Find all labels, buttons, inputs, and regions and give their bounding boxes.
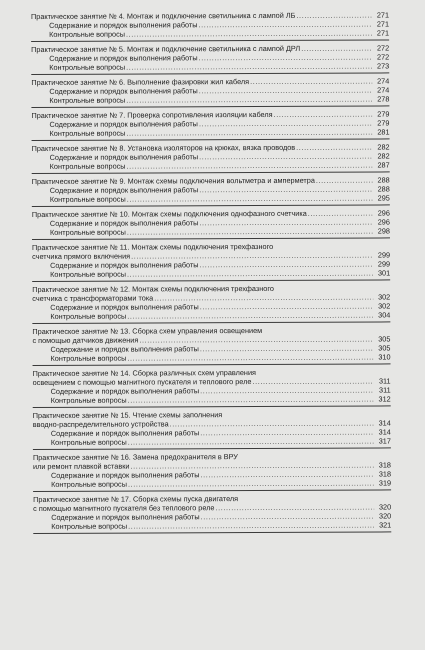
toc-entry (31, 109, 389, 141)
toc-subentry (33, 394, 391, 405)
toc-page-number: 314 (378, 418, 391, 428)
toc-subentry (31, 61, 389, 72)
toc-title-text: освещением с помощью магнитного пускателя и теплового реле (32, 377, 252, 387)
toc-entry (33, 451, 391, 492)
toc-subentry-label: Содержание и порядок выполнения работы (49, 53, 198, 63)
toc-page-number: 279 (377, 109, 390, 119)
toc-subentry (32, 160, 390, 171)
toc-subentry (32, 310, 390, 321)
toc-page-number: 272 (376, 52, 390, 62)
toc-subentry-label: Контрольные вопросы (51, 479, 127, 489)
dot-leader (127, 194, 373, 204)
toc-entry (32, 175, 390, 207)
toc-page-number: 310 (378, 352, 391, 362)
toc-title-text: Практическое занятие № 17. Сборка схемы пуска двигателя (33, 494, 239, 504)
dot-leader (126, 95, 372, 105)
toc-page-number: 304 (378, 310, 391, 320)
toc-page-number: 319 (378, 478, 392, 488)
toc-subentry-label: Контрольные вопросы (50, 269, 127, 279)
toc-page-number: 317 (378, 436, 391, 446)
toc-title-text: Практическое занятие № 8. Установка изоляторов на крюках, вязка проводов (31, 142, 296, 153)
toc-page-number: 295 (377, 193, 390, 203)
dot-leader (128, 395, 374, 405)
toc-page-number: 296 (377, 217, 390, 227)
toc-subentry-label: Содержание и порядок выполнения работы (50, 344, 199, 354)
toc-page-number: 271 (376, 19, 390, 29)
toc-title-text: Практическое занятие № 6. Выполнение фазировки жил кабеля (31, 77, 250, 87)
toc-subentry (33, 478, 391, 489)
toc-subentry (31, 94, 389, 105)
toc-page-number: 314 (378, 427, 391, 437)
toc-subentry-label: Контрольные вопросы (51, 521, 128, 531)
toc-title-text: Практическое занятие № 10. Монтаж схемы подключения однофазного счетчика (31, 208, 307, 219)
toc-title-text: с помощью датчиков движения (32, 335, 139, 345)
toc-entry (33, 409, 391, 450)
toc-subentry-label: Содержание и порядок выполнения работы (50, 386, 200, 396)
toc-entry (32, 241, 390, 282)
dot-leader (127, 269, 373, 279)
dot-leader (128, 479, 374, 489)
toc-entry (31, 76, 389, 108)
toc-title-text: с помощью магнитного пускателя без теплового реле (33, 503, 215, 513)
toc-page-number: 278 (377, 94, 390, 104)
toc-page-number: 299 (377, 250, 391, 260)
toc-page-number: 320 (378, 502, 392, 512)
toc-subentry-label: Контрольные вопросы (50, 353, 127, 363)
toc-entry (32, 283, 390, 324)
toc-entry (31, 10, 389, 42)
toc-subentry-label: Контрольные вопросы (49, 161, 126, 171)
dot-leader (126, 62, 372, 72)
toc-page-number: 288 (377, 175, 390, 185)
toc-page-number: 272 (376, 43, 390, 53)
toc-title-text: Практическое занятие № 13. Сборка схем управления освещением (32, 325, 263, 336)
toc-entry (33, 367, 391, 408)
toc-subentry-label: Контрольные вопросы (50, 395, 127, 405)
toc-subentry (32, 127, 390, 138)
toc-title-text: Практическое занятие № 16. Замена предохранителя в ВРУ (32, 452, 238, 462)
toc-subentry (32, 352, 390, 363)
toc-subentry-label: Содержание и порядок выполнения работы (51, 512, 200, 522)
table-of-contents (31, 10, 391, 537)
toc-page-number: 282 (377, 151, 390, 161)
toc-page-number: 298 (377, 226, 390, 236)
dot-leader (296, 143, 372, 152)
toc-page-number: 301 (377, 268, 391, 278)
toc-entry (32, 208, 390, 240)
toc-page-number: 279 (377, 118, 390, 128)
toc-subentry-label: Контрольные вопросы (49, 95, 126, 105)
toc-page-number: 311 (378, 376, 391, 386)
toc-page-number: 318 (378, 460, 391, 470)
toc-subentry-label: Содержание и порядок выполнения работы (49, 185, 199, 195)
toc-title-text: или ремонт плавкой вставки (32, 461, 130, 471)
toc-page-number: 299 (377, 259, 391, 269)
toc-page-number: 320 (378, 511, 392, 521)
dot-leader (126, 29, 372, 39)
dot-leader (127, 311, 373, 321)
toc-subentry-label: Содержание и порядок выполнения работы (50, 260, 199, 270)
toc-page-number: 274 (377, 85, 390, 95)
toc-title-text: Практическое занятие № 7. Проверка сопротивления изоляции кабеля (31, 109, 273, 120)
toc-title-text: Практическое занятие № 12. Монтаж схемы подключения трехфазного (32, 283, 274, 294)
toc-page-number: 273 (377, 61, 390, 71)
toc-subentry (32, 193, 390, 204)
toc-subentry-label: Содержание и порядок выполнения работы (49, 218, 199, 228)
toc-title-text: вводно-распределительного устройства (32, 419, 169, 429)
toc-page-number: 305 (378, 334, 391, 344)
toc-entry (31, 43, 389, 75)
toc-page-number: 302 (378, 301, 391, 311)
toc-subentry-label: Содержание и порядок выполнения работы (50, 428, 200, 438)
toc-subentry-label: Содержание и порядок выполнения работы (51, 470, 200, 480)
toc-subentry-label: Контрольные вопросы (50, 437, 127, 447)
dot-leader (126, 128, 372, 138)
toc-title-text: Практическое занятие № 4. Монтаж и подключение светильника с лампой ЛБ (31, 10, 296, 21)
dot-leader (301, 44, 372, 53)
toc-page-number: 271 (376, 28, 390, 38)
toc-subentry-label: Контрольные вопросы (49, 62, 126, 72)
toc-subentry-label: Контрольные вопросы (49, 194, 126, 204)
toc-title-text: счетчика прямого включения (32, 251, 131, 261)
toc-title-text: Практическое занятие № 11. Монтаж схемы подключения трехфазного (32, 241, 274, 252)
dot-leader (296, 11, 372, 20)
dot-leader (308, 209, 373, 218)
toc-subentry-label: Контрольные вопросы (49, 227, 126, 237)
toc-subentry-label: Содержание и порядок выполнения работы (49, 86, 198, 96)
dot-leader (274, 110, 373, 119)
toc-subentry (33, 520, 391, 531)
toc-subentry (31, 28, 389, 39)
dot-leader (127, 161, 373, 171)
dot-leader (128, 521, 374, 531)
toc-subentry-label: Контрольные вопросы (50, 311, 127, 321)
dot-leader (127, 227, 373, 237)
toc-page-number: 305 (378, 343, 391, 353)
dot-leader (128, 437, 374, 447)
toc-subentry-label: Контрольные вопросы (49, 128, 126, 138)
toc-subentry-label: Содержание и порядок выполнения работы (49, 20, 198, 30)
toc-title-text: Практическое занятие № 14. Сборка различных схем управления (32, 368, 257, 378)
toc-page-number: 321 (379, 520, 392, 530)
toc-title-text: Практическое занятие № 9. Монтаж схемы подключения вольтметра и амперметра (31, 175, 315, 186)
dot-leader (316, 176, 373, 185)
toc-page-number: 302 (378, 292, 391, 302)
toc-page-number: 296 (377, 208, 390, 218)
toc-entry (32, 325, 390, 366)
toc-subentry-label: Содержание и порядок выполнения работы (49, 152, 199, 162)
toc-subentry (32, 268, 390, 279)
dot-leader (127, 353, 373, 363)
toc-page-number: 312 (378, 394, 391, 404)
toc-subentry-label: Содержание и порядок выполнения работы (50, 302, 199, 312)
toc-page-number: 311 (378, 385, 391, 395)
toc-title-text: Практическое занятие № 5. Монтаж и подключение светильника с лампой ДРЛ (31, 43, 301, 54)
toc-page-number: 287 (377, 160, 390, 170)
toc-subentry-label: Контрольные вопросы (49, 29, 125, 39)
toc-title-text: счетчика с трансформаторами тока (32, 293, 154, 303)
toc-title-text: Практическое занятие № 15. Чтение схемы заполнения (32, 410, 223, 420)
toc-page-number: 282 (377, 142, 390, 152)
toc-subentry (32, 226, 390, 237)
toc-page-number: 318 (378, 469, 392, 479)
toc-page-number: 281 (377, 127, 390, 137)
toc-entry (33, 493, 391, 534)
toc-page-number: 271 (376, 10, 390, 20)
toc-page-number: 288 (377, 184, 390, 194)
toc-subentry (33, 436, 391, 447)
toc-entry (32, 142, 390, 174)
toc-page-number: 274 (377, 76, 390, 86)
toc-subentry-label: Содержание и порядок выполнения работы (49, 119, 198, 129)
